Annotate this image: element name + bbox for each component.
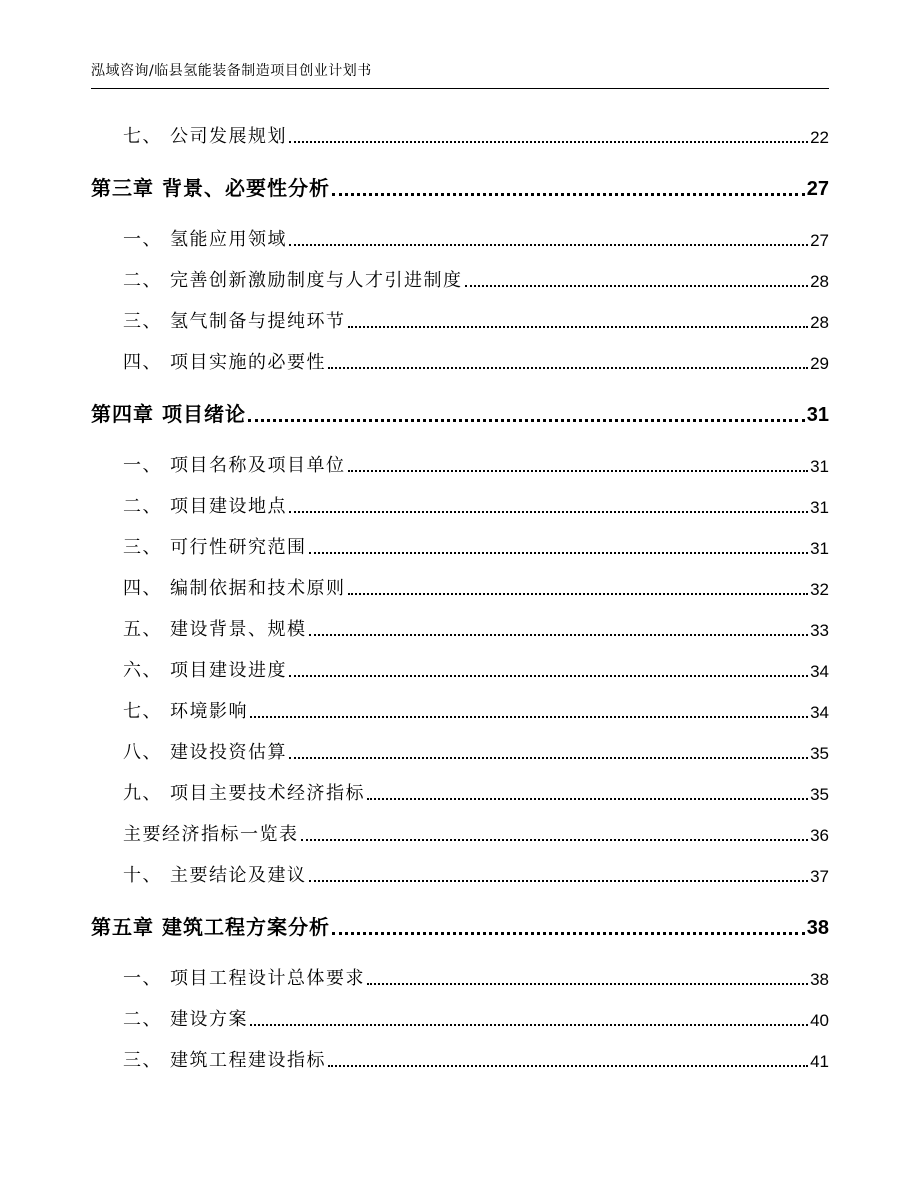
- toc-dot-leader: [289, 757, 808, 759]
- toc-entry-label: [123, 1005, 248, 1031]
- toc-entry-number: 三、: [123, 311, 162, 332]
- toc-entry-number: 一、: [123, 455, 162, 476]
- toc-entry-label: [123, 820, 299, 846]
- toc-entry[interactable]: [123, 492, 829, 518]
- toc-page-number: 27: [806, 178, 829, 200]
- toc-entry-label: [91, 172, 330, 201]
- toc-chapter-entry[interactable]: [91, 172, 829, 201]
- toc-page-number: 38: [806, 917, 829, 939]
- toc-entry-title: 建筑工程建设指标: [170, 1050, 326, 1071]
- toc-entry-number: 四、: [123, 352, 162, 373]
- toc-entry-title: 可行性研究范围: [170, 537, 307, 558]
- toc-entry[interactable]: [123, 1046, 829, 1072]
- toc-entry[interactable]: [123, 348, 829, 374]
- toc-page-number: 38: [810, 970, 829, 989]
- toc-entry-title: 编制依据和技术原则: [170, 578, 346, 599]
- toc-page-number: 27: [810, 231, 829, 250]
- toc-entry[interactable]: [123, 1005, 829, 1031]
- toc-entry-number: 七、: [123, 126, 162, 147]
- toc-entry-title: 第五章 建筑工程方案分析: [91, 915, 330, 939]
- toc-entry-label: [123, 533, 307, 559]
- toc-entry-label: [91, 911, 330, 940]
- toc-dot-leader: [289, 675, 808, 677]
- toc-entry-title: 环境影响: [170, 701, 248, 722]
- toc-entry-title: 建设投资估算: [170, 742, 287, 763]
- toc-entry-title: 氢气制备与提纯环节: [170, 311, 346, 332]
- toc-page-number: 36: [810, 826, 829, 845]
- toc-entry-title: 项目名称及项目单位: [170, 455, 346, 476]
- toc-dot-leader: [348, 593, 809, 595]
- toc-entry-number: 八、: [123, 742, 162, 763]
- toc-dot-leader: [250, 1024, 808, 1026]
- toc-page-number: 41: [810, 1052, 829, 1071]
- toc-dot-leader: [309, 634, 809, 636]
- toc-entry-number: 七、: [123, 701, 162, 722]
- toc-chapter-entry[interactable]: [91, 911, 829, 940]
- header-rule: [91, 88, 829, 89]
- toc-entry-label: [123, 574, 346, 600]
- toc-entry-title: 第四章 项目绪论: [91, 402, 246, 426]
- toc-entry-label: [123, 451, 346, 477]
- toc-entry[interactable]: [123, 122, 829, 148]
- toc-dot-leader: [309, 880, 809, 882]
- toc-entry[interactable]: [123, 615, 829, 641]
- toc-entry-title: 氢能应用领域: [170, 229, 287, 250]
- toc-chapter-entry[interactable]: [91, 398, 829, 427]
- toc-entry-number: 三、: [123, 1050, 162, 1071]
- toc-entry-label: [123, 615, 307, 641]
- toc-entry-number: 六、: [123, 660, 162, 681]
- toc-dot-leader: [301, 839, 809, 841]
- toc-entry-label: [123, 122, 287, 148]
- toc-entry[interactable]: [123, 964, 829, 990]
- toc-entry-label: [123, 266, 463, 292]
- toc-dot-leader: [367, 798, 808, 800]
- toc-dot-leader: [289, 511, 808, 513]
- toc-entry-label: [123, 1046, 326, 1072]
- toc-entry-number: 二、: [123, 1009, 162, 1030]
- toc-page-number: 31: [810, 498, 829, 517]
- toc-entry-number: 四、: [123, 578, 162, 599]
- toc-entry-label: [123, 738, 287, 764]
- toc-dot-leader: [309, 552, 809, 554]
- toc-entry-number: 十、: [123, 865, 162, 886]
- toc-page-number: 22: [810, 128, 829, 147]
- toc-entry-title: 建设方案: [170, 1009, 248, 1030]
- toc-dot-leader: [332, 193, 805, 196]
- toc-dot-leader: [332, 932, 805, 935]
- toc-entry[interactable]: [123, 451, 829, 477]
- toc-page-number: 31: [810, 457, 829, 476]
- toc-entry[interactable]: [123, 656, 829, 682]
- toc-dot-leader: [465, 285, 809, 287]
- toc-dot-leader: [328, 1065, 808, 1067]
- toc-entry-label: [123, 861, 307, 887]
- toc-entry-title: 公司发展规划: [170, 126, 287, 147]
- toc-dot-leader: [248, 419, 805, 422]
- toc-entry[interactable]: [123, 697, 829, 723]
- toc-page-number: 35: [810, 744, 829, 763]
- toc-page-number: 28: [810, 313, 829, 332]
- toc-page-number: 32: [810, 580, 829, 599]
- toc-entry-label: [123, 348, 326, 374]
- toc-entry-title: 完善创新激励制度与人才引进制度: [170, 270, 463, 291]
- toc-dot-leader: [367, 983, 808, 985]
- toc-entry-label: [123, 779, 365, 805]
- toc-entry[interactable]: [123, 738, 829, 764]
- toc-entry-label: [123, 307, 346, 333]
- toc-entry-number: 五、: [123, 619, 162, 640]
- toc-entry-label: [123, 225, 287, 251]
- toc-entry-title: 项目建设进度: [170, 660, 287, 681]
- toc-entry-title: 主要结论及建议: [170, 865, 307, 886]
- toc-entry-title: 第三章 背景、必要性分析: [91, 176, 330, 200]
- toc-dot-leader: [348, 326, 809, 328]
- toc-dot-leader: [348, 470, 809, 472]
- toc-entry-label: [123, 492, 287, 518]
- toc-dot-leader: [328, 367, 808, 369]
- toc-entry-number: 一、: [123, 229, 162, 250]
- toc-entry-label: [123, 697, 248, 723]
- toc-entry-label: [123, 656, 287, 682]
- toc-entry[interactable]: [123, 307, 829, 333]
- toc-page-number: 34: [810, 662, 829, 681]
- toc-entry-label: [91, 398, 246, 427]
- running-header: 泓域咨询/临县氢能装备制造项目创业计划书: [91, 63, 372, 79]
- toc-entry[interactable]: [123, 820, 829, 846]
- toc-entry[interactable]: [123, 574, 829, 600]
- toc-page-number: 28: [810, 272, 829, 291]
- toc-entry-label: [123, 964, 365, 990]
- toc-page-number: 29: [810, 354, 829, 373]
- toc-entry[interactable]: [123, 225, 829, 251]
- toc-entry[interactable]: [123, 861, 829, 887]
- toc-entry-number: 二、: [123, 270, 162, 291]
- toc-entry-number: 三、: [123, 537, 162, 558]
- toc-entry-title: 建设背景、规模: [170, 619, 307, 640]
- toc-page-number: 40: [810, 1011, 829, 1030]
- toc-page-number: 34: [810, 703, 829, 722]
- toc-entry-title: 项目建设地点: [170, 496, 287, 517]
- toc-page-number: 31: [810, 539, 829, 558]
- toc-entry-number: 一、: [123, 968, 162, 989]
- toc-dot-leader: [289, 244, 808, 246]
- toc-page-number: 35: [810, 785, 829, 804]
- toc-entry-number: 九、: [123, 783, 162, 804]
- toc-entry[interactable]: [123, 779, 829, 805]
- toc-entry-title: 项目主要技术经济指标: [170, 783, 365, 804]
- toc-entry-number: 二、: [123, 496, 162, 517]
- toc-page-number: 37: [810, 867, 829, 886]
- toc-page-number: 33: [810, 621, 829, 640]
- toc-entry-title: 主要经济指标一览表: [123, 824, 299, 845]
- toc-entry[interactable]: [123, 266, 829, 292]
- toc-entry-title: 项目实施的必要性: [170, 352, 326, 373]
- toc-entry-title: 项目工程设计总体要求: [170, 968, 365, 989]
- toc-dot-leader: [250, 716, 808, 718]
- toc-dot-leader: [289, 141, 808, 143]
- toc-page-number: 31: [806, 404, 829, 426]
- toc-entry[interactable]: [123, 533, 829, 559]
